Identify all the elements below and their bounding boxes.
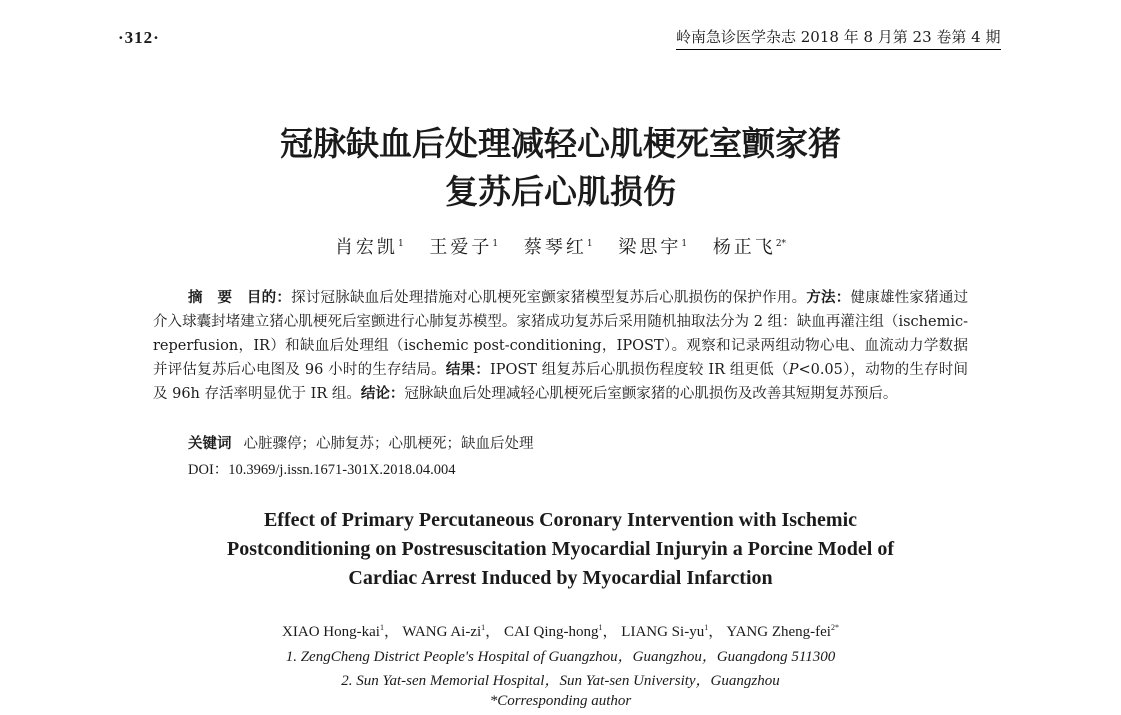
keywords-label: 关键词 [188,436,232,452]
author-en-sup: 1 [704,623,709,632]
objective-text: 探讨冠脉缺血后处理措施对心肌梗死室颤家猪模型复苏后心肌损伤的保护作用。 [291,290,807,306]
keywords-text: 心脏骤停；心肺复苏；心肌梗死；缺血后处理 [243,436,534,452]
author-en [282,624,384,640]
author-cn [429,237,498,258]
author-en [504,624,603,640]
author-en-name: LIANG Si-yu [621,624,705,640]
author-en-name: WANG Ai-zi [402,624,482,640]
results-text-a: IPOST 组复苏后心肌损伤程度较 IR 组更低（ [489,362,789,378]
author-cn [335,237,404,258]
author-cn-sup: 1 [586,239,593,249]
journal-header: 岭南急诊医学杂志 2018 年 8 月第 23 卷第 4 期 [676,26,1001,50]
author-en [402,624,485,640]
author-en [621,624,708,640]
author-en-sup: 1 [379,623,384,632]
abstract-label: 摘 要 [188,290,233,306]
conclusion-text: 冠脉缺血后处理减轻心肌梗死后室颤家猪的心肌损伤及改善其短期复苏预后。 [404,386,898,402]
doi[interactable]: DOI：10.3969/j.issn.1671-301X.2018.04.004 [188,462,456,478]
title-cn-line2: 复苏后心肌损伤 [445,172,676,211]
abstract [153,286,968,406]
methods-label: 方法： [806,290,851,306]
methods-text: 健康雄性家猪通过介入球囊封堵建立猪心肌梗死后室颤进行心肺复苏模型。家猪成功复苏后采用随机抽取法分为 2 组：缺血再灌注组（ischemic-reperfusion，IR）和缺血后处理组（ischemic post-conditioning，IPOST）。观察和记录两组动物心电、血流动力学数据并评估复苏后心电图及 96 小时的生存结局。 [153,290,969,378]
author-cn-sup: 1 [492,239,499,249]
author-cn-sup: 2* [775,239,787,249]
author-cn-name: 王爱子 [429,237,493,258]
title-en-line2: Postconditioning on Postresuscitation Myocardial Injuryin a Porcine Model of [226,538,895,560]
author-cn [618,237,687,258]
affiliation-2: 2. Sun Yat-sen Memorial Hospital，Sun Yat-sen University，Guangzhou [341,673,780,689]
author-en-name: CAI Qing-hong [503,624,599,640]
author-cn [524,237,593,258]
results-text-b: <0.05），动物的生存时间及 96h 存活率明显优于 IR 组。 [153,362,969,402]
author-en-name: XIAO Hong-kai [282,624,380,640]
author-cn-name: 肖宏凯 [334,237,398,258]
author-cn-sup: 1 [681,239,688,249]
page-number: ·312· [118,28,160,47]
title-en-line1: Effect of Primary Percutaneous Coronary Intervention with Ischemic [263,509,858,531]
authors-en: XIAO Hong-kai$^1$， WANG $Ai-zi^1$， CAI Qing-hong$^1$， LIANG $Si-yu^1$， YANG Zheng-fei$^{2*}$ [282,623,839,640]
author-cn-name: 杨正飞 [712,237,776,258]
results-label: 结果： [445,362,490,378]
author-cn [713,237,786,258]
conclusion-label: 结论： [360,386,405,402]
author-cn-name: 蔡琴红 [523,237,587,258]
corresponding-author-note: *Corresponding author [489,693,632,709]
objective-label: 目的： [246,290,292,306]
keywords [188,432,534,453]
title-en-line3: Cardiac Arrest Induced by Myocardial Infarction [348,567,773,589]
author-cn-name: 梁思宇 [618,237,682,258]
authors-cn [0,233,1121,259]
author-cn-sup: 1 [397,239,404,249]
affiliation-1: 1. ZengCheng District People's Hospital of Guangzhou，Guangzhou，Guangdong 511300 [285,649,836,665]
author-en-sup: 1 [481,623,486,632]
title-cn-line1: 冠脉缺血后处理减轻心肌梗死室颤家猪 [280,124,841,163]
author-en-sup: 1 [598,623,603,632]
results-p: P [788,362,799,378]
author-en [726,624,839,640]
author-en-name: YANG Zheng-fei [726,624,831,640]
author-en-sup: 2* [830,623,839,632]
